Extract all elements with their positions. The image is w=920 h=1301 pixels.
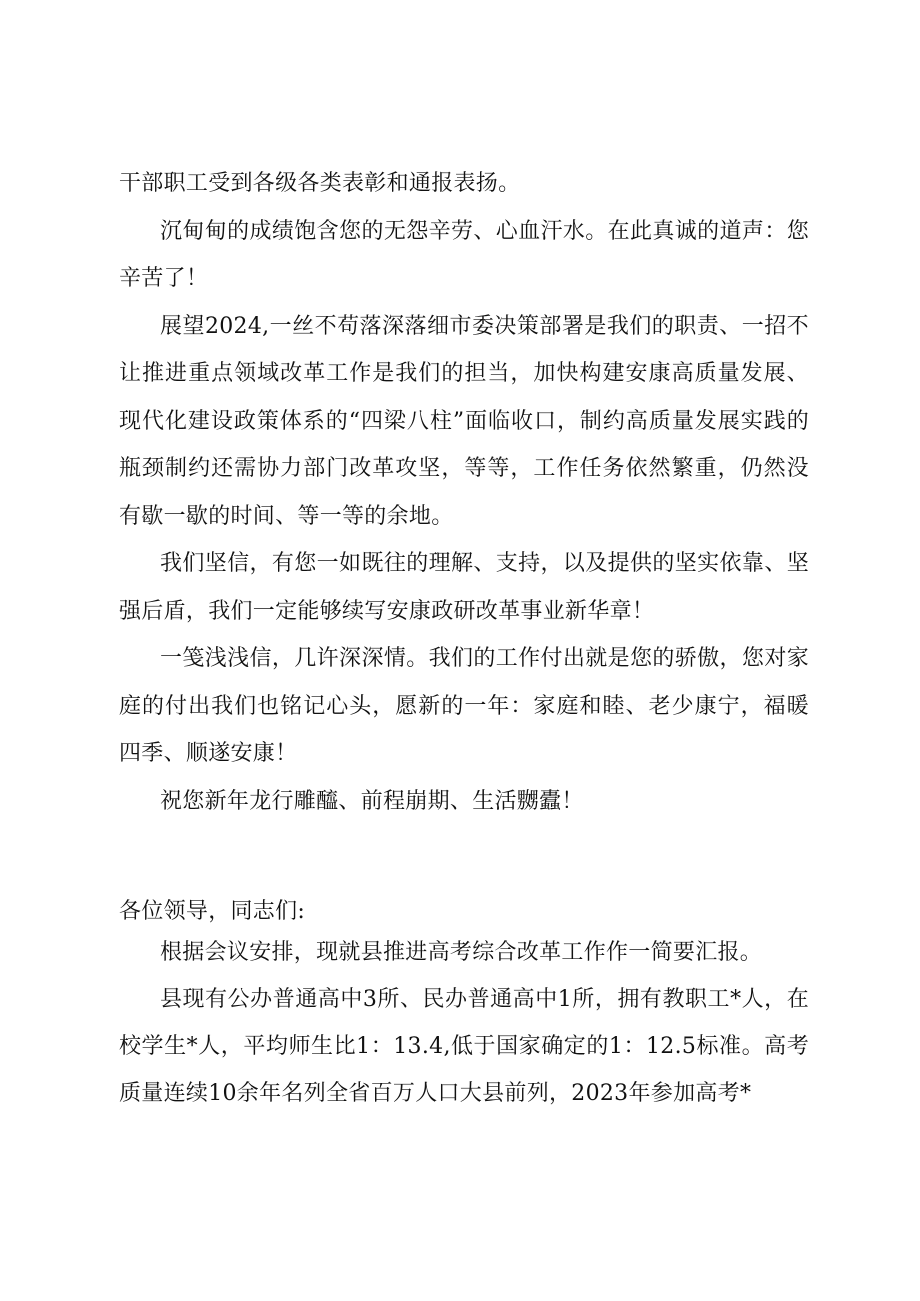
paragraph: 县现有公办普通高中3所、民办普通高中1所，拥有教职工*人，在校学生*人，平均师生比1：13.4,低于国家确定的1：12.5标准。高考质量连续10余年名列全省百万人口大县前列，2023年参加高考* [119, 987, 809, 1106]
paragraph: 根据会议安排，现就县推进高考综合改革工作作一简要汇报。 [160, 940, 763, 965]
report-section [119, 897, 809, 1117]
paragraph: 一笺浅浅信，几许深深情。我们的工作付出就是您的骄傲，您对家庭的付出我们也铭记心头，愿新的一年：家庭和睦、老少康宁，福暖四季、顺遂安康！ [119, 646, 809, 766]
paragraph: 祝您新年龙行雕醯、前程崩期、生活嬲蠹！ [160, 788, 584, 814]
paragraph: 我们坚信，有您一如既往的理解、支持，以及提供的坚实依靠、坚强后盾，我们一定能够续写安康政研改革事业新华章！ [119, 551, 809, 624]
letter-section [119, 160, 809, 825]
paragraph: 展望2024,一丝不苟落深落细市委决策部署是我们的职责、一招不让推进重点领域改革工作是我们的担当，加快构建安康高质量发展、现代化建设政策体系的“四梁八柱”面临收口，制约高质量发展实践的瓶颈制约还需协力部门改革攻坚，等等，工作任务依然繁重，仍然没有歇一歇的时间、等一等的余地。 [119, 313, 809, 529]
salutation: 各位领导，同志们: [119, 899, 306, 924]
paragraph: 干部职工受到各级各类表彰和通报表扬。 [119, 171, 521, 196]
paragraph: 沉甸甸的成绩饱含您的无怨辛劳、心血汗水。在此真诚的道声：您辛苦了！ [119, 218, 809, 291]
